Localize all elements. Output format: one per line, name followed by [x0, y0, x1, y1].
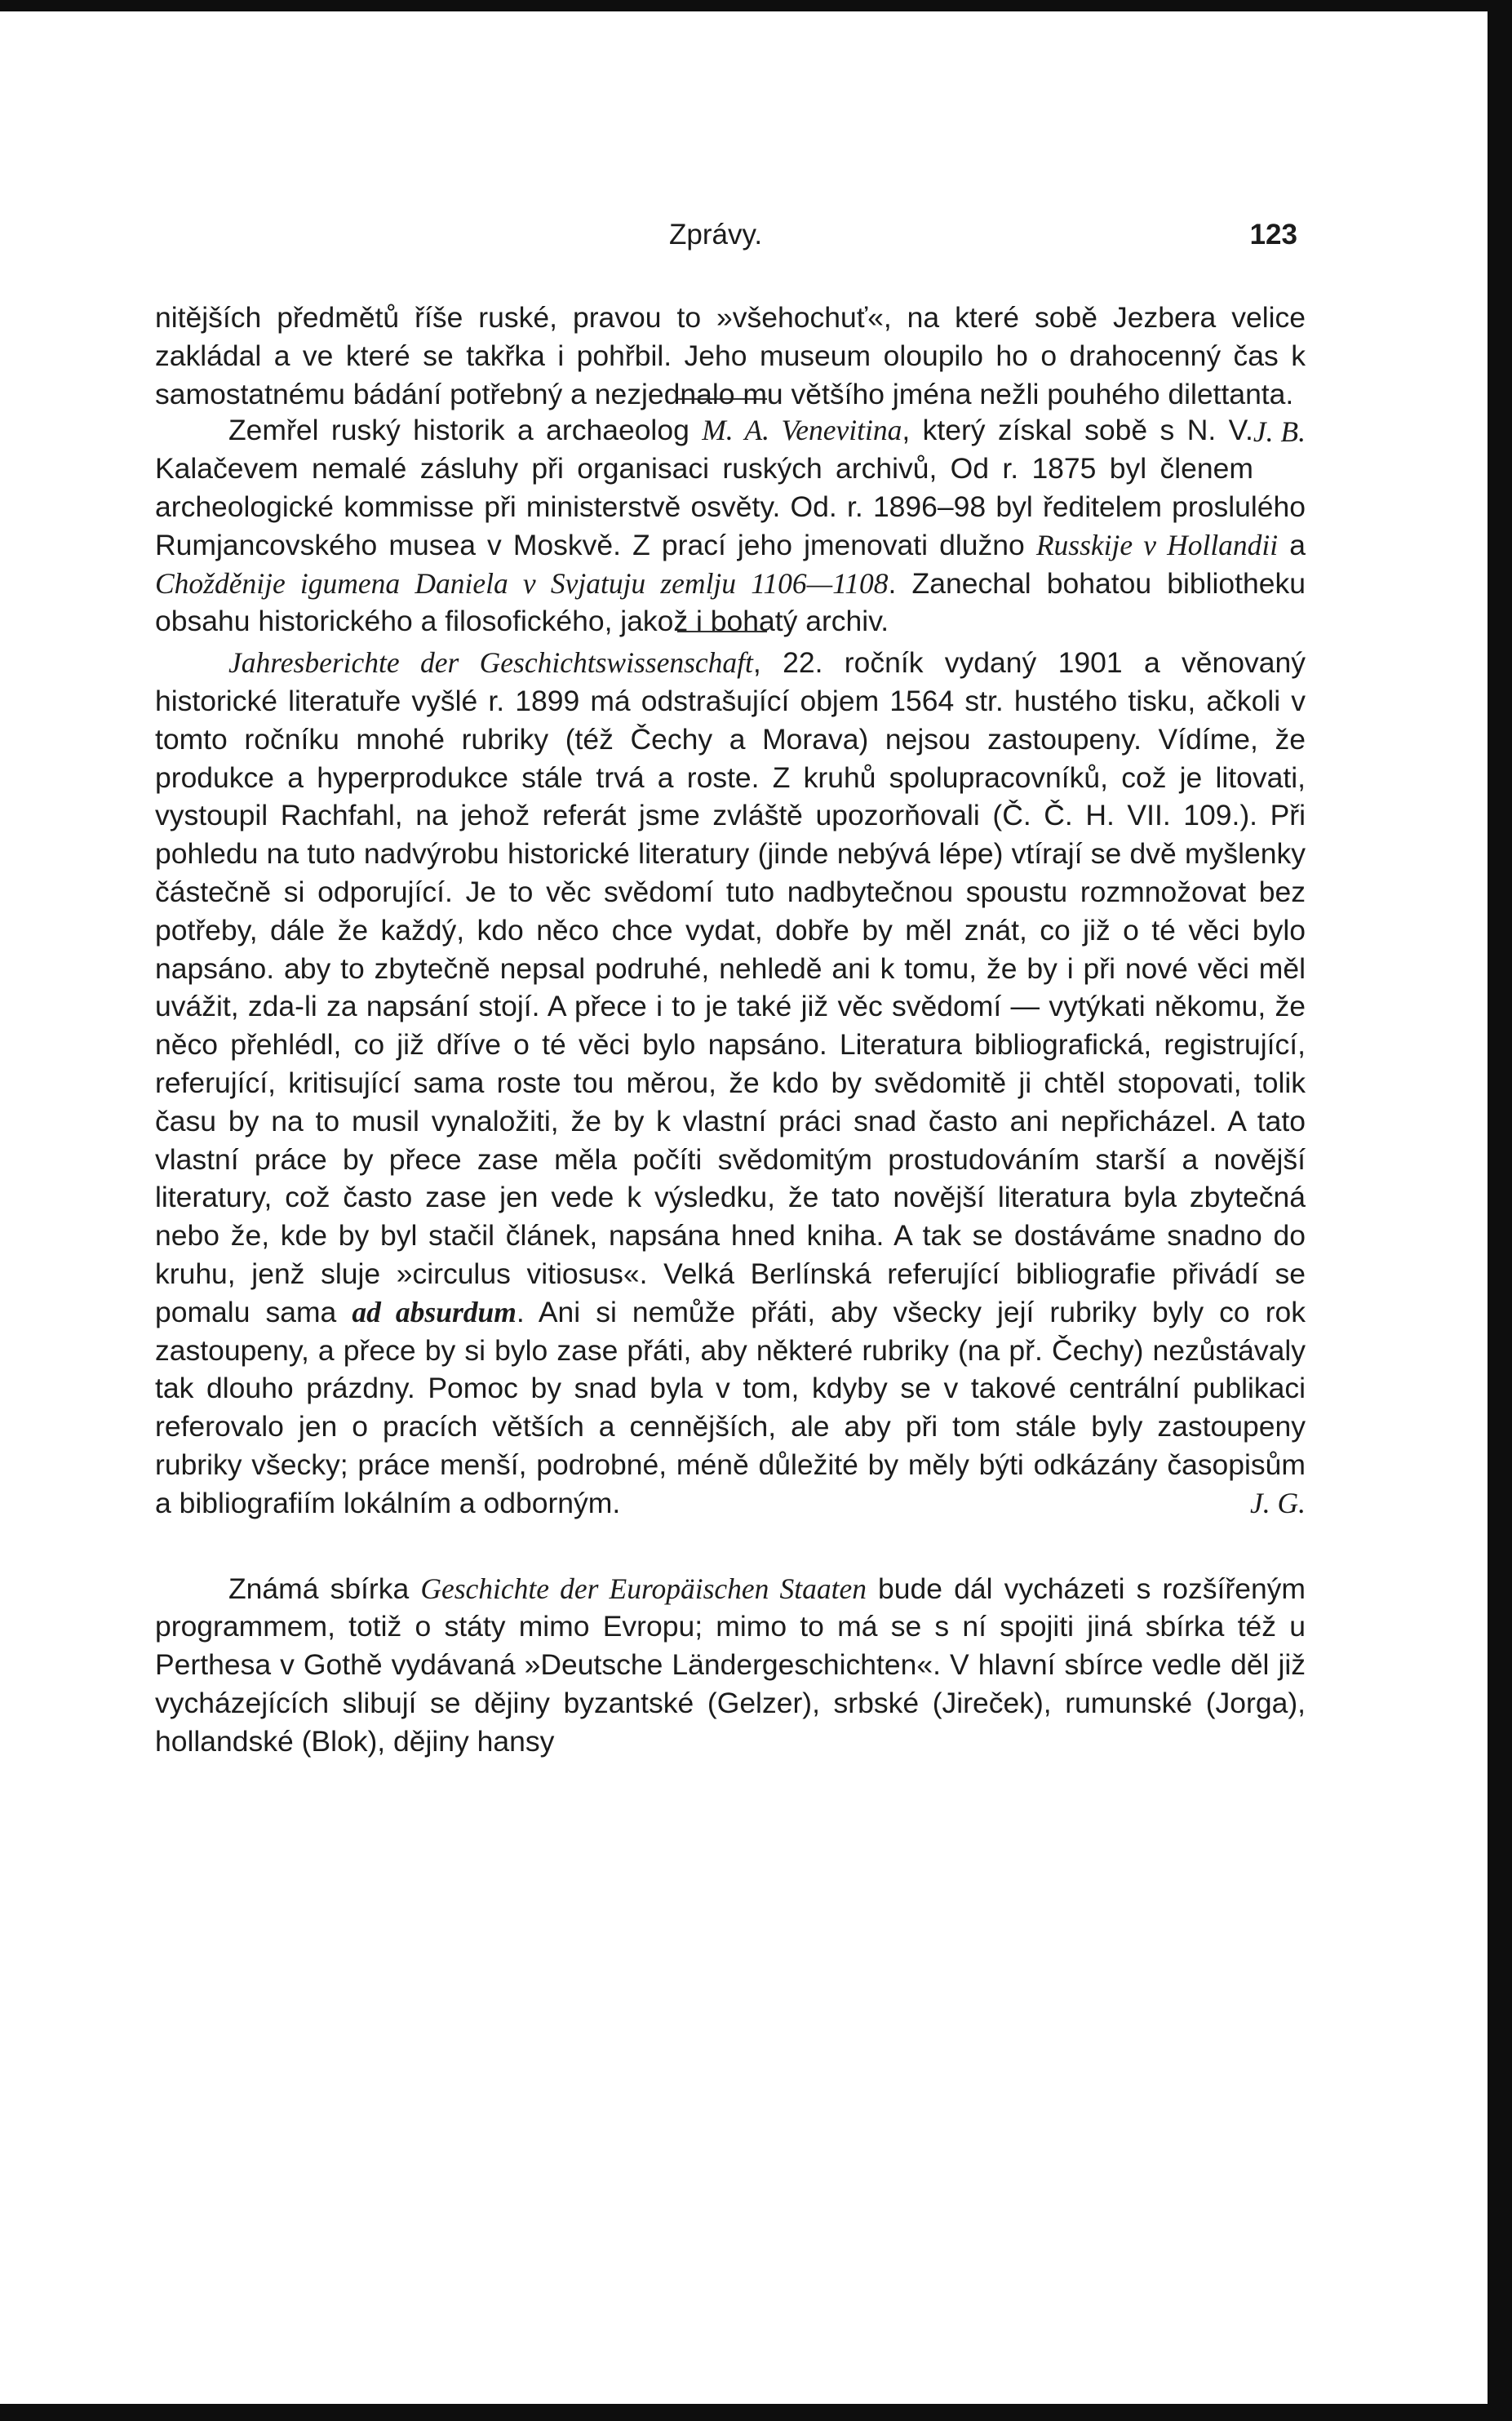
running-title: Zprávy. — [669, 219, 763, 251]
page-body — [155, 299, 1306, 1760]
journal-title: Jahresberichte der Geschichtswissenschaft — [228, 646, 753, 680]
scan-frame-bottom — [0, 2404, 1512, 2421]
series-title: Geschichte der Europäischen Staaten — [420, 1572, 867, 1605]
paragraph-3-text-1: , 22. ročník vydaný 1901 a věnovaný historické literatuře vyšlé r. 1899 má odstrašující objem 1564 str. hustého tisku, ačkoli v tomto ročníku mnohé rubriky (též Čechy a Morava) nejsou zastoupeny. Vídíme, že produkce a hyperprodukce stále trvá a roste. Z kruhů spolupracovníků, což je litovati, vystoupil Rachfahl, na jehož referát jsme zvláště upozorňovali (Č. Č. H. VII. 109.). Při pohledu na tuto nadvýrobu historické literatury (jinde nebývá lépe) vtírají se dvě myšlenky částečně si odporující. Je to věc svědomí tuto nadbytečnou spoustu rozmnožovat bez potřeby, dále že každý, kdo něco chce vydat, dobře by měl znát, co již o té věci bylo napsáno. aby to zbytečně nepsal podruhé, nehledě ani k tomu, že by i při nové věci měl uvážit, zda-li za napsání stojí. A přece i to je také již věc svědomí — vytýkati někomu, že něco přehlédl, co již dříve o té věci bylo napsáno. Literatura bibliografická, registrující, referující, kritisující sama roste tou měrou, že kdo by svědomitě ji chtěl stopovati, tolik času by na to musil vynaložiti, že by k vlastní práci snad často ani nepřicházel. A tato vlastní práce by přece zase měla počíti svědomitým prostudováním starší a novější literatury, což často zase jen vede k výsledku, že tato novější literatura byla zbytečná nebo že, kde by byl stačil článek, napsána hned kniha. A tak se dostáváme snadno do kruhu, jenž sluje »circulus vitiosus«. Velká Berlínská referující bibliografie přivádí se pomalu sama — [155, 646, 1306, 1328]
page-number: 123 — [1249, 219, 1297, 251]
work-title-1: Russkije v Hollandii — [1035, 528, 1279, 561]
paragraph-2-text-1: Zemřel ruský historik a archaeolog — [228, 414, 703, 447]
person-name: M. A. Venevitina — [702, 414, 902, 447]
signature-jg: J. G. — [1249, 1486, 1306, 1519]
paragraph-2-text-2: , který získal sobě s N. V. Kalačevem nemalé zásluhy při organisaci ruských archivů, Od r. 1875 byl členem archeologické kommisse při ministerstvě osvěty. Od. r. 1896–98 byl ředitelem proslulého Rumjancovského musea v Moskvě. Z prací jeho jmenovati dlužno — [155, 414, 1306, 561]
page-header — [155, 219, 1297, 259]
paragraph-1-text: nitějších předmětů říše ruské, pravou to »všehochuť«, na které sobě Jezbera velice zakládal a ve které se takřka i pohřbil. Jeho museum oloupilo ho o drahocenný čas k samostatnému bádání potřebný a nezjednalo mu většího jména nežli pouhého dilettanta. — [155, 301, 1306, 410]
paragraph-4-text-1: Známá sbírka — [228, 1572, 421, 1605]
scan-frame-right — [1488, 0, 1512, 2421]
paragraph-2-text-4: . Zanechal bohatou bibliotheku obsahu historického a filosofického, jakož i bohatý archiv. — [155, 566, 1306, 638]
paragraph-4 — [155, 1570, 1306, 1761]
work-title-2: Chožděnije igumena Daniela v Svjatuju zemlju 1106—1108 — [155, 566, 889, 600]
scan-frame-top — [0, 0, 1512, 11]
paragraph-3 — [155, 644, 1306, 1522]
paragraph-2-text-3: a — [1278, 528, 1306, 561]
paragraph-3-text-2: . Ani si nemůže přáti, aby všecky její rubriky byly co rok zastoupeny, a přece by si bylo zase přáti, aby některé rubriky (na př. Čechy) nezůstávaly tak dlouho prázdny. Pomoc by snad byla v tom, kdyby se v takové centrální publikaci referovalo jen o pracích větších a cennějších, ale aby při tom stále byly zastoupeny rubriky všecky; práce menší, podrobné, méně důležité by měly býti odkázány časopisům a bibliografiím lokálním a odborným. — [155, 1295, 1306, 1519]
latin-phrase: ad absurdum — [352, 1295, 517, 1328]
paragraph-4-text-2: bude dál vycházeti s rozšířeným programmem, totiž o státy mimo Evropu; mimo to má se s ní spojiti jiná sbírka též u Perthesa v Gothě vydávaná »Deutsche Ländergeschichten«. V hlavní sbírce vedle děl již vycházejících slibují se dějiny byzantské (Gelzer), srbské (Jireček), rumunské (Jorga), hollandské (Blok), dějiny hansy — [155, 1572, 1306, 1758]
paragraph-2 — [155, 411, 1306, 641]
signature-jb: J. B. — [1253, 415, 1306, 449]
